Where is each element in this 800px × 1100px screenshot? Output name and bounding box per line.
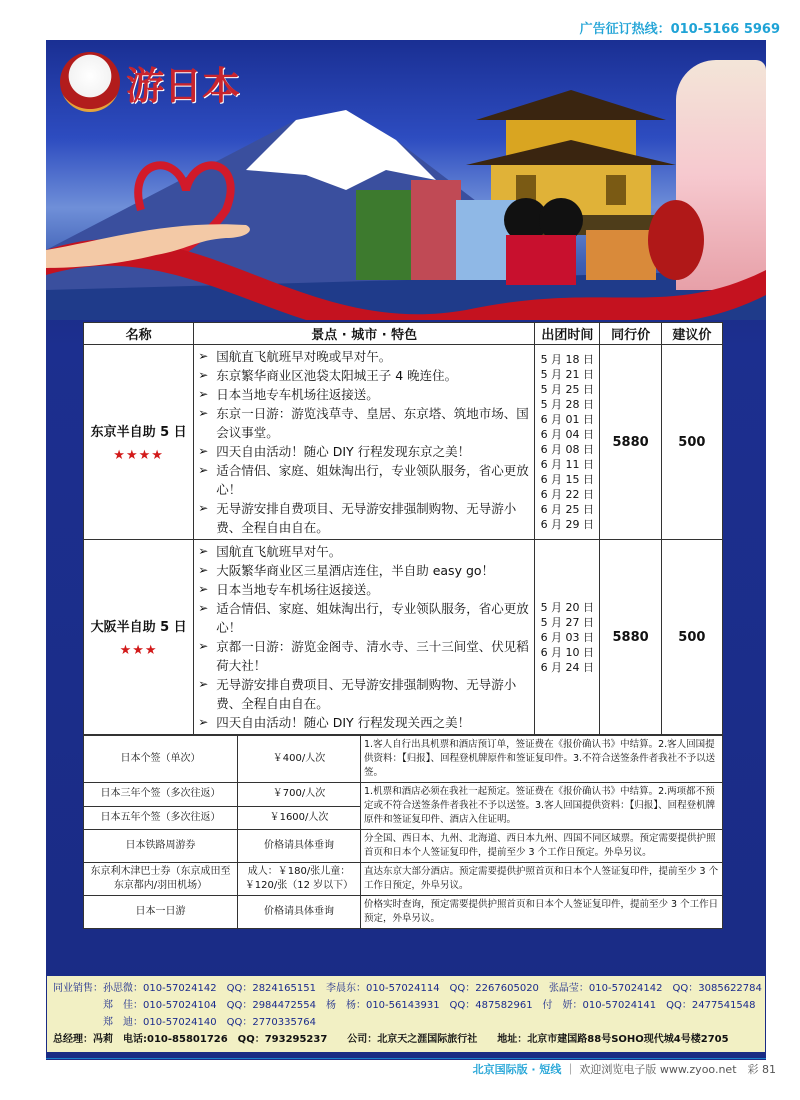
manager-line: 总经理：冯莉 电话:010-85801726 QQ：793295237 公司：北京天之涯国际旅行社 地址：北京市建国路88号SOHO现代城4号楼2705: [53, 1034, 729, 1045]
table-row: [84, 345, 723, 540]
list-item: ➢ 东京繁华商业区池袋太阳城王子 4 晚连住。: [198, 368, 458, 383]
arrow-bullet-icon: ➢: [198, 349, 209, 363]
tour-features: [194, 540, 535, 735]
section-label: 北京国际版 · 短线: [472, 1063, 562, 1076]
contact-footer: [47, 976, 765, 1052]
list-item: ➢ 四天自由活动！随心 DIY 行程发现东京之美！: [198, 444, 471, 459]
visa-note: 价格实时查询，预定需要提供护照首页和日本个人签证复印件，提前至少 3 个工作日预定，外阜另议。: [361, 896, 723, 929]
list-item: ➢ 京都一日游：游览金阁寺、清水寺、三十三间堂、伏见稻荷大社！: [198, 639, 529, 673]
header-peer-price: 同行价: [600, 323, 661, 345]
list-item: ➢ 国航直飞航班早对午。: [198, 544, 342, 559]
arrow-bullet-icon: ➢: [198, 387, 209, 401]
header-suggest-price: 建议价: [661, 323, 722, 345]
visa-name: 日本五年个签（多次往返）: [84, 806, 238, 830]
list-item: ➢ 适合情侣、家庭、姐妹淘出行，专业领队服务，省心更放心！: [198, 463, 529, 497]
suggest-price: 500: [661, 540, 722, 735]
peer-price: 5880: [600, 540, 661, 735]
peer-price: 5880: [600, 345, 661, 540]
arrow-bullet-icon: ➢: [198, 639, 209, 653]
open-hand-illustration: [46, 210, 256, 270]
arrow-bullet-icon: ➢: [198, 601, 209, 615]
table-row: [84, 783, 723, 807]
tour-name-cell: [84, 345, 194, 540]
header-name: 名称: [84, 323, 194, 345]
tour-dates: 5 月 18 日 5 月 21 日 5 月 25 日 5 月 28 日 6 月 01 日 6 月 04 日 6 月 08 日 6 月 11 日 6 月 15 日 6 月 22 日 6 月 25 日 6 月 29 日: [535, 345, 600, 540]
list-item: ➢ 东京一日游：游览浅草寺、皇居、东京塔、筑地市场、国会议事堂。: [198, 406, 529, 440]
tour-name: 大阪半自助 5 日: [90, 620, 187, 635]
visa-price: ￥1600/人次: [238, 806, 361, 830]
visa-price: ￥700/人次: [238, 783, 361, 807]
table-row: [84, 540, 723, 735]
visa-name: 日本三年个签（多次往返）: [84, 783, 238, 807]
list-item: ➢ 日本当地专车机场往返接送。: [198, 387, 379, 402]
table-row: [84, 830, 723, 863]
logo: [60, 52, 240, 112]
visa-name: 东京利木津巴士券（东京成田至东京都内/羽田机场）: [84, 863, 238, 896]
suggest-price: 500: [661, 345, 722, 540]
visa-price: 成人：￥180/张儿童：￥120/张（12 岁以下）: [238, 863, 361, 896]
visa-table: [83, 735, 723, 929]
visa-note: 直达东京大部分酒店。预定需要提供护照首页和日本个人签证复印件，提前至少 3 个工作日预定，外阜另议。: [361, 863, 723, 896]
list-item: ➢ 四天自由活动！随心 DIY 行程发现关西之美！: [198, 715, 471, 730]
visa-price: 价格请具体垂询: [238, 830, 361, 863]
arrow-bullet-icon: ➢: [198, 501, 209, 515]
table-row: [84, 896, 723, 929]
list-item: ➢ 大阪繁华商业区三星酒店连住，半自助 easy go！: [198, 563, 495, 578]
hero-banner: [46, 40, 766, 320]
star-rating: ★★★: [119, 643, 158, 658]
table-row: [84, 863, 723, 896]
visa-price: 价格请具体垂询: [238, 896, 361, 929]
list-item: ➢ 国航直飞航班早对晚或早对午。: [198, 349, 392, 364]
arrow-bullet-icon: ➢: [198, 563, 209, 577]
visa-name: 日本个签（单次）: [84, 736, 238, 783]
star-rating: ★★★★: [113, 448, 164, 463]
contact-line: 同业销售：孙思微：010-57024142 QQ：2824165151 李晨东：010-57024114 QQ：2267605020 张晶莹：010-57024142 QQ：3085622784: [53, 983, 762, 994]
tour-features: [194, 345, 535, 540]
arrow-bullet-icon: ➢: [198, 677, 209, 691]
list-item: ➢ 无导游安排自费项目、无导游安排强制购物、无导游小费、全程自由自在。: [198, 501, 517, 535]
tour-dates: 5 月 20 日 5 月 27 日 6 月 03 日 6 月 10 日 6 月 24 日: [535, 540, 600, 735]
arrow-bullet-icon: ➢: [198, 406, 209, 420]
arrow-bullet-icon: ➢: [198, 463, 209, 477]
arrow-bullet-icon: ➢: [198, 368, 209, 382]
tour-table: [83, 322, 723, 929]
table-header-row: [84, 323, 723, 345]
contact-line: 郑 迪：010-57024140 QQ：2770335764: [53, 1017, 316, 1028]
fuji-sun-logo-icon: [60, 52, 120, 112]
visa-name: 日本一日游: [84, 896, 238, 929]
page-frame: [46, 40, 766, 1060]
visa-note: 分全国、西日本、九州、北海道、西日本九州、四国不同区域票。预定需要提供护照首页和日本个人签证复印件，提前至少 3 个工作日预定。外阜另议。: [361, 830, 723, 863]
list-item: ➢ 无导游安排自费项目、无导游安排强制购物、无导游小费、全程自由自在。: [198, 677, 517, 711]
arrow-bullet-icon: ➢: [198, 715, 209, 729]
visa-note: 1.客人自行出具机票和酒店预订单，签证费在《报价确认书》中结算。2.客人回国提供资料：【归报】、回程登机牌原件和签证复印件。3.不符合送签条件者我社不予以送签。: [361, 736, 723, 783]
table-row: [84, 736, 723, 783]
visa-name: 日本铁路周游券: [84, 830, 238, 863]
header-features: 景点 · 城市 · 特色: [194, 323, 535, 345]
ad-hotline: 广告征订热线：010-5166 5969: [579, 22, 780, 37]
tour-name-cell: [84, 540, 194, 735]
website-link[interactable]: ｜ 欢迎浏览电子版 www.zyoo.net 彩 81: [564, 1063, 776, 1076]
visa-note: 1.机票和酒店必须在我社一起预定。签证费在《报价确认书》中结算。2.两项都不预定或不符合送签条件者我社不予以送签。3.客人回国提供资料：【归报】、回程登机牌原件和签证复印件、酒店入住证明。: [361, 783, 723, 830]
list-item: ➢ 日本当地专车机场往返接送。: [198, 582, 379, 597]
arrow-bullet-icon: ➢: [198, 544, 209, 558]
tour-name: 东京半自助 5 日: [90, 425, 187, 440]
arrow-bullet-icon: ➢: [198, 444, 209, 458]
header-date: 出团时间: [535, 323, 600, 345]
logo-text: 游日本: [126, 62, 241, 108]
list-item: ➢ 适合情侣、家庭、姐妹淘出行，专业领队服务，省心更放心！: [198, 601, 529, 635]
arrow-bullet-icon: ➢: [198, 582, 209, 596]
page-footer: [473, 1061, 776, 1077]
visa-price: ￥400/人次: [238, 736, 361, 783]
contact-line: 郑 佳：010-57024104 QQ：2984472554 杨 杨：010-56143931 QQ：487582961 付 妍：010-57024141 QQ：2477541548: [53, 1000, 756, 1011]
